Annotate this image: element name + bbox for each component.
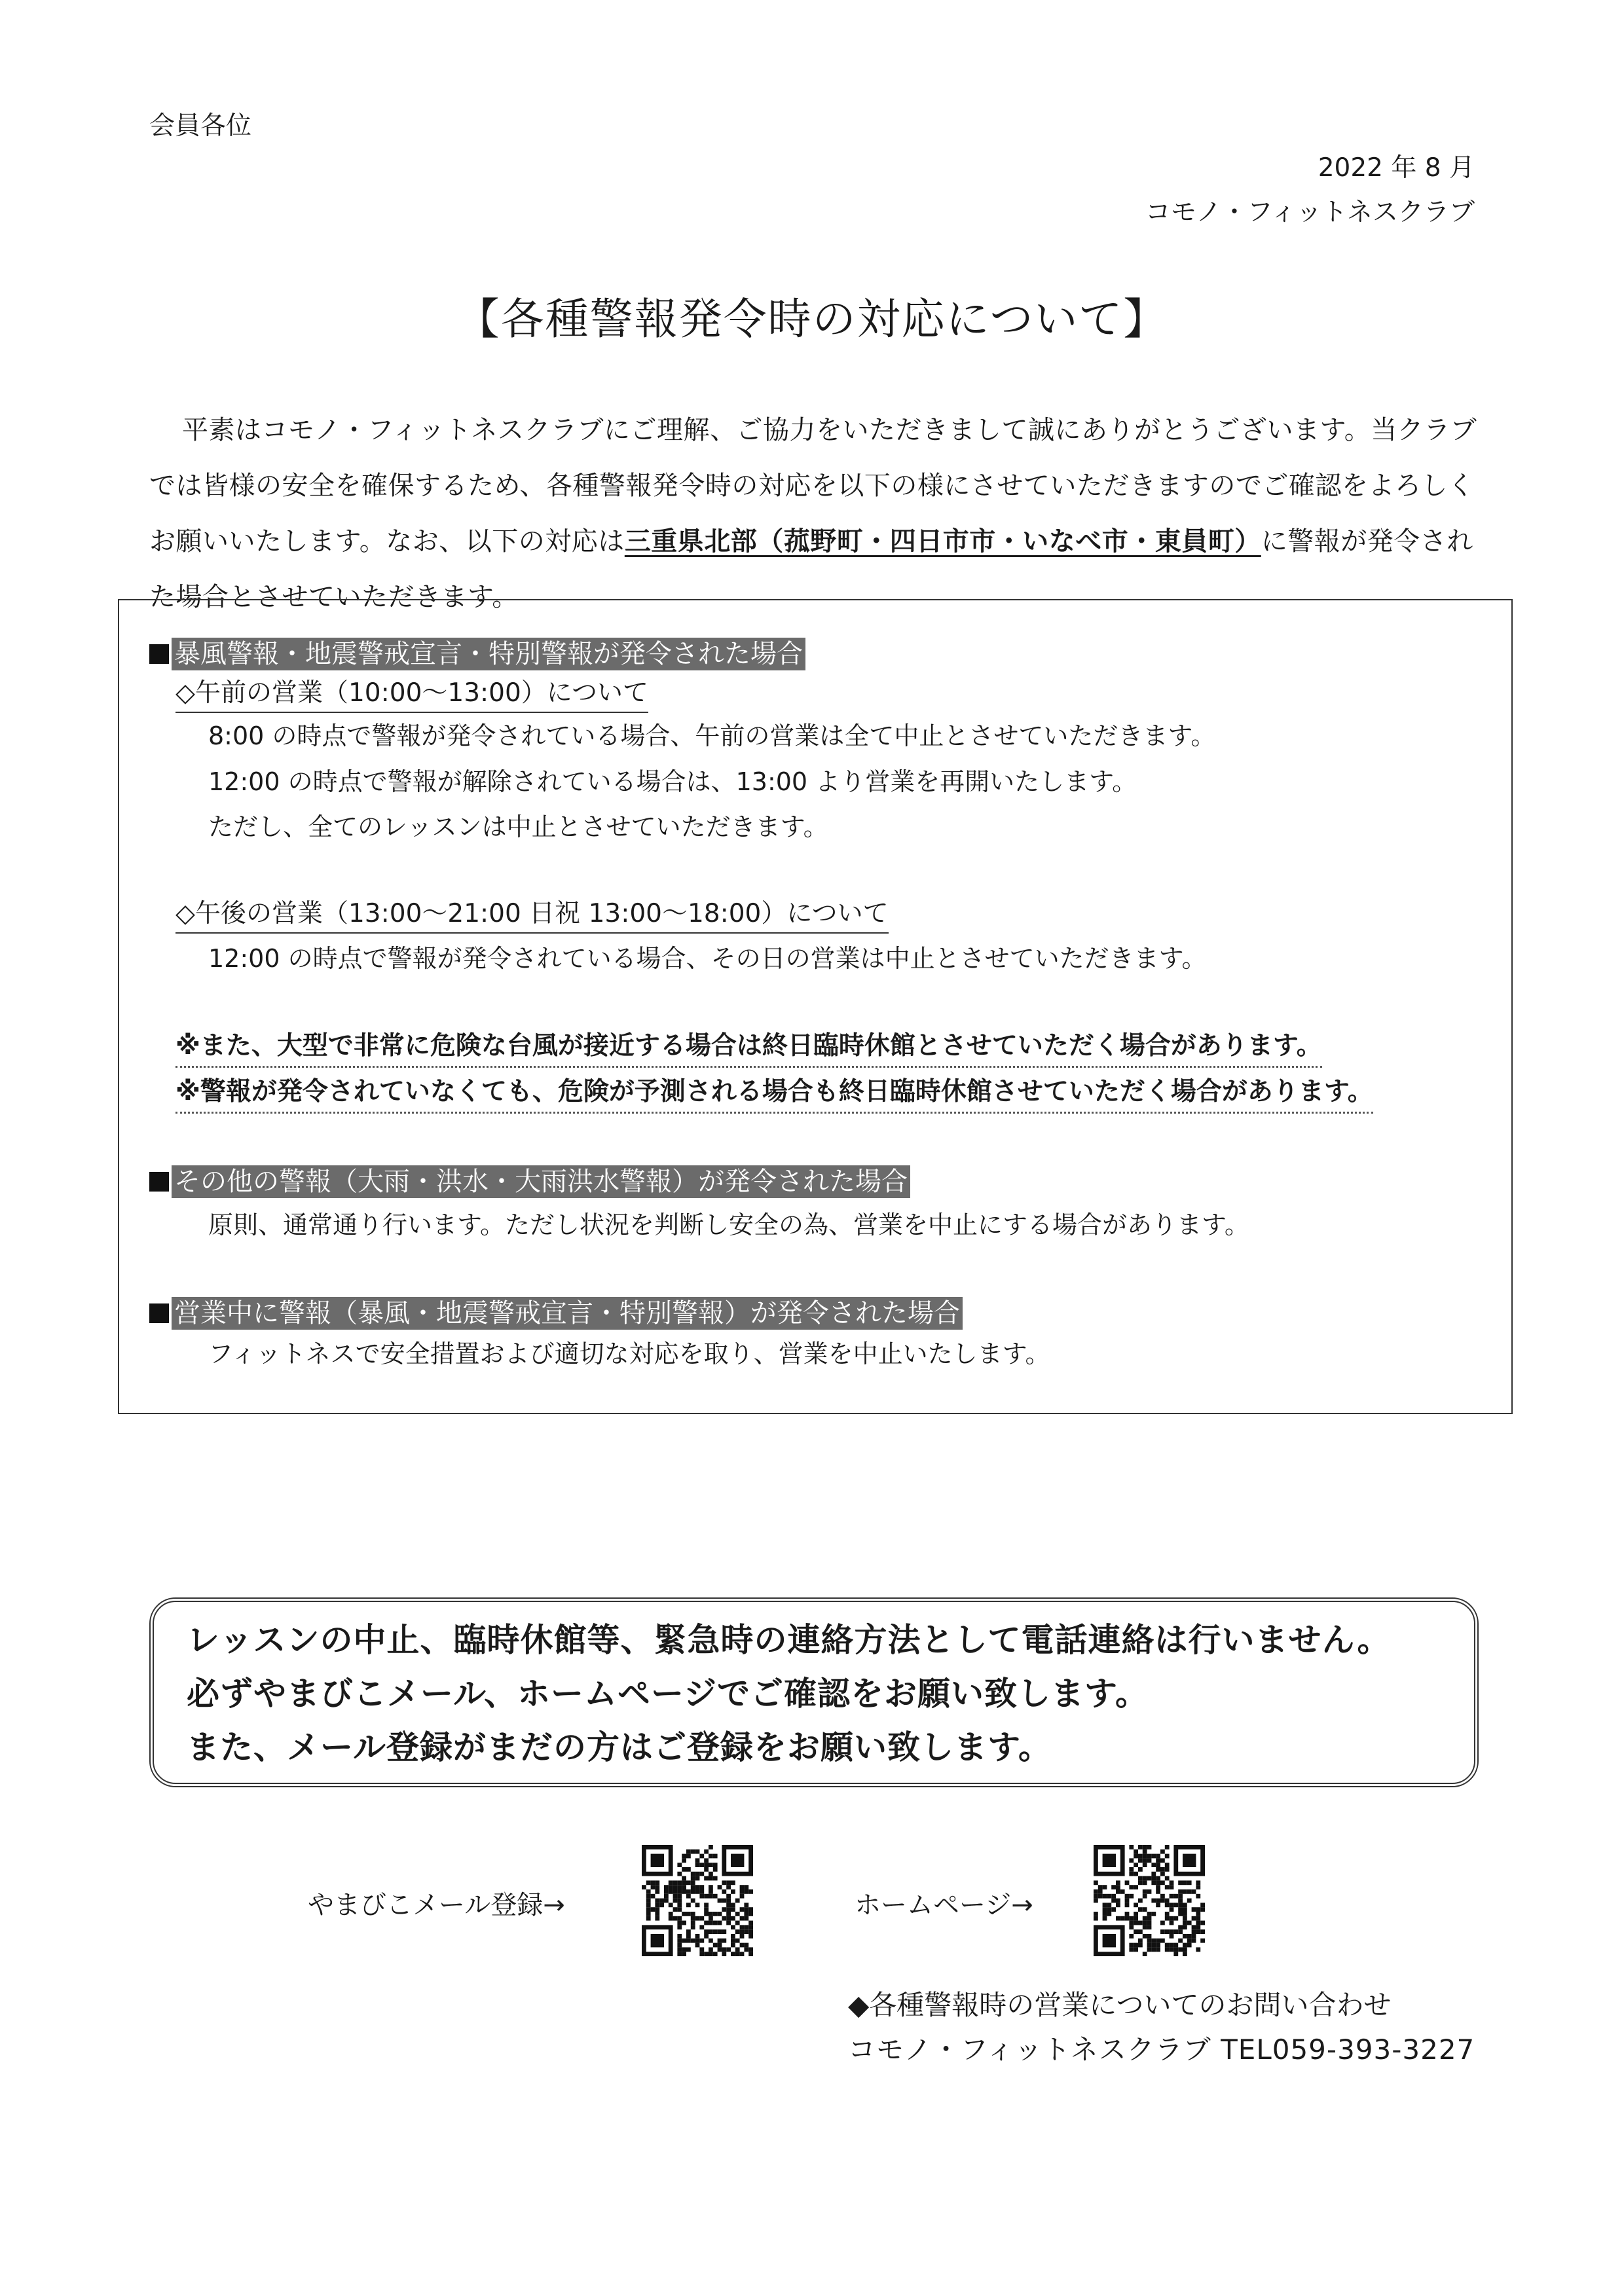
other-line: 原則、通常通り行います。ただし状況を判断し安全の為、営業を中止にする場合があります。: [208, 1211, 1249, 1239]
mail-registration-label: やまびこメール登録→: [308, 1890, 565, 1920]
afternoon-line-1: 12:00 の時点で警報が発令されている場合、その日の営業は中止とさせていただきます。: [208, 944, 1207, 973]
notice-line-3: また、メール登録がまだの方はご登録をお願い致します。: [187, 1728, 1052, 1766]
notice-line-1: レッスンの中止、臨時休館等、緊急時の連絡方法として電話連絡は行いません。: [187, 1621, 1391, 1659]
danger-note: ※警報が発令されていなくても、危険が予測される場合も終日臨時休館させていただく場合があります。: [175, 1075, 1373, 1114]
morning-hours-title: ◇午前の営業（10:00～13:00）について: [175, 676, 648, 713]
morning-line-1: 8:00 の時点で警報が発令されている場合、午前の営業は全て中止とさせていただきます。: [208, 721, 1216, 750]
section-storm-heading: 暴風警報・地震警戒宣言・特別警報が発令された場合: [149, 635, 805, 673]
issue-date: 2022 年 8 月: [1318, 153, 1475, 183]
organization-name: コモノ・フィットネスクラブ: [1145, 198, 1475, 227]
during-line: フィットネスで安全措置および適切な対応を取り、営業を中止いたします。: [208, 1339, 1050, 1368]
intro-text-1: 平素はコモノ・フィットネスクラブにご理解、ご協力をいただきまして誠にありがとうございます。当クラブでは皆様の安全を確保するため、各種警報発令時の対応を以下の様にさせていただきますのでご確認をよろしくお願いいたします。なお、以下の対応は: [149, 415, 1477, 556]
contact-heading: ◆各種警報時の営業についてのお問い合わせ: [848, 1989, 1392, 2021]
mail-qr-code[interactable]: [642, 1845, 753, 1956]
afternoon-hours-title: ◇午後の営業（13:00～21:00 日祝 13:00～18:00）について: [175, 897, 889, 934]
intro-area: 三重県北部（菰野町・四日市市・いなべ市・東員町）: [624, 526, 1261, 556]
notice-line-2: 必ずやまびこメール、ホームページでご確認をお願い致します。: [187, 1675, 1149, 1713]
homepage-qr-code[interactable]: [1094, 1845, 1205, 1956]
addressee: 会員各位: [149, 111, 252, 141]
typhoon-note: ※また、大型で非常に危険な台風が接近する場合は終日臨時休館とさせていただく場合があります。: [175, 1029, 1322, 1068]
page-title: 【各種警報発令時の対応について】: [456, 294, 1168, 344]
section-other-heading: その他の警報（大雨・洪水・大雨洪水警報）が発令された場合: [149, 1163, 910, 1201]
intro-paragraph: [149, 403, 1492, 625]
homepage-label: ホームページ→: [855, 1890, 1033, 1920]
section-during-heading: 営業中に警報（暴風・地震警戒宣言・特別警報）が発令された場合: [149, 1294, 963, 1332]
square-bullet-icon: [149, 1172, 169, 1192]
intro-text-2: に警報が発令された場合とさせていただきます。: [149, 526, 1473, 612]
square-bullet-icon: [149, 644, 169, 664]
contact-line: コモノ・フィットネスクラブ TEL059-393-3227: [848, 2033, 1475, 2066]
morning-line-2: 12:00 の時点で警報が解除されている場合は、13:00 より営業を再開いたします。: [208, 767, 1137, 796]
square-bullet-icon: [149, 1303, 169, 1323]
morning-line-3: ただし、全てのレッスンは中止とさせていただきます。: [208, 812, 828, 841]
